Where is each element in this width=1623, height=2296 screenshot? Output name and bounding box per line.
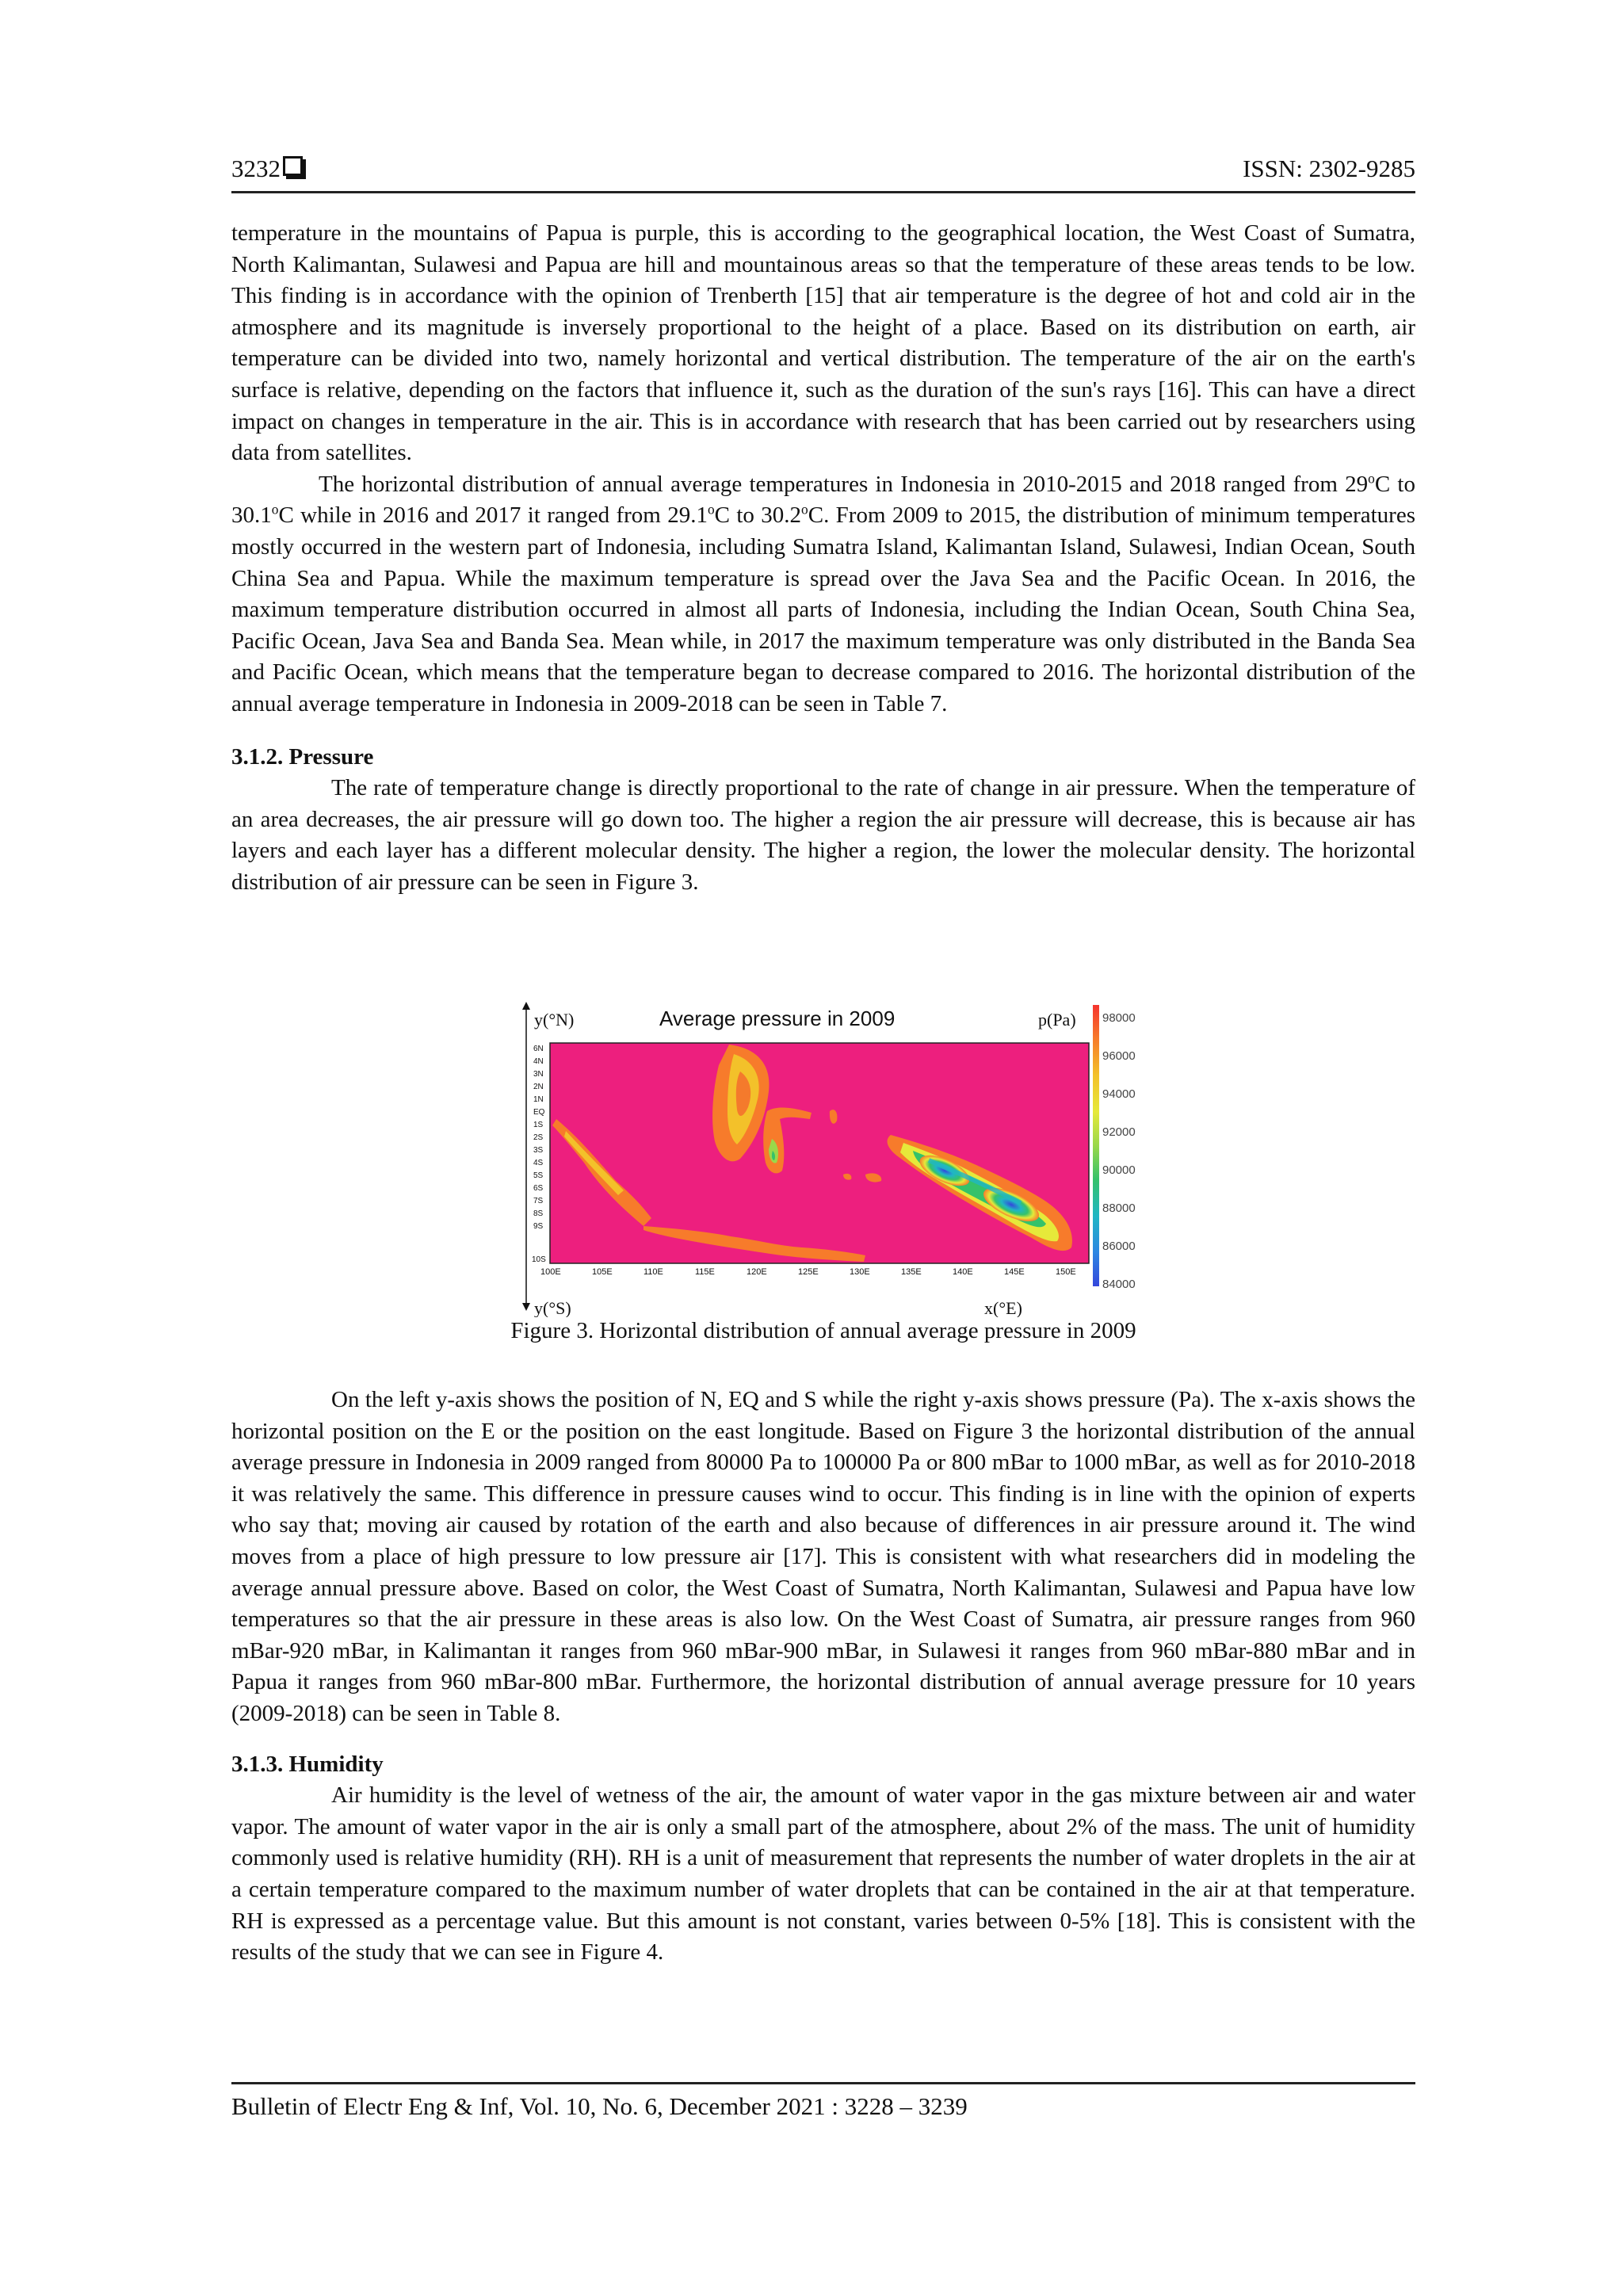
lat-tick: 7S xyxy=(533,1197,544,1205)
lat-tick: 1S xyxy=(533,1121,544,1129)
latitude-ticks xyxy=(532,1045,546,1264)
figure-average-pressure xyxy=(517,1000,1105,1317)
y-axis-bottom-label: y(°S) xyxy=(534,1298,571,1317)
figure-title: Average pressure in 2009 xyxy=(659,1007,896,1030)
colorbar-tick: 92000 xyxy=(1102,1125,1136,1139)
page-footer: Bulletin of Electr Eng & Inf, Vol. 10, No. 6, December 2021 : 3228 – 3239 xyxy=(231,2082,1415,2121)
colorbar-tick-labels xyxy=(1102,1000,1150,1317)
paragraph-pressure-analysis: On the left y-axis shows the position of N, EQ and S while the right y-axis shows pressure (Pa). The x-axis shows the horizontal position on the E or the position on the east longitude. Based on Figure 3 the horizontal distribution of the annual average pressure in Indonesia in 2009 ranged from 80000 Pa to 100000 Pa or 800 mBar to 1000 mBar, as well as for 2010-2018 it was relatively the same. This difference in pressure causes wind to occur. This finding is in line with the opinion of experts who say that; moving air caused by rotation of the earth and also because of differences in air pressure around it. The wind moves from a place of high pressure to low pressure air [17]. This is consistent with what researchers did in modeling the average annual pressure above. Based on color, the West Coast of Sumatra, North Kalimantan, Sulawesi and Papua have low temperatures so that the air pressure in these areas is also low. On the West Coast of Sumatra, air pressure ranges from 960 mBar-920 mBar, in Kalimantan it ranges from 960 mBar-900 mBar, in Sulawesi it ranges from 960 mBar-880 mBar and in Papua it ranges from 960 mBar-800 mBar. Furthermore, the horizontal distribution of annual average pressure for 10 years (2009-2018) can be seen in Table 8. xyxy=(231,1387,1415,1726)
lat-tick: 4N xyxy=(533,1057,544,1066)
lat-tick: 5S xyxy=(533,1171,544,1180)
lat-tick: 2S xyxy=(533,1133,544,1142)
lon-tick: 100E xyxy=(540,1267,561,1277)
paragraph-temperature-distribution: The horizontal distribution of annual average temperatures in Indonesia in 2010-2015 and 2018 ranged from 29$^o$C to 30.1$^o$C while in 2016 and 2017 it ranged from 29.1$^o$C to 30.2$^o$C. From 2009 to 2015, the distribution of minimum temperatures mostly occurred in the western part of Indonesia, including Sumatra Island, Kalimantan Island, Sulawesi, Indian Ocean, South China Sea and Papua. While the maximum temperature is spread over the Java Sea and the Pacific Ocean. In 2016, the maximum temperature distribution occurred in almost all parts of Indonesia, including the Indian Ocean, South China Sea, Pacific Ocean, Java Sea and Banda Sea. Mean while, in 2017 the maximum temperature was only distributed in the Banda Sea and Pacific Ocean, which means that the temperature began to decrease compared to 2016. The horizontal distribution of the annual average temperature in Indonesia in 2009-2018 can be seen in Table 7. xyxy=(231,470,1415,716)
y-axis-arrow-down xyxy=(522,1303,530,1311)
map-background xyxy=(550,1043,1089,1263)
pressure-map xyxy=(517,1000,1105,1317)
lon-tick: 140E xyxy=(953,1267,973,1277)
colorbar-tick: 94000 xyxy=(1102,1087,1136,1101)
lat-tick: 3N xyxy=(533,1070,544,1079)
lon-tick: 150E xyxy=(1056,1267,1076,1277)
figure-caption: Figure 3. Horizontal distribution of annual average pressure in 2009 xyxy=(510,1318,1136,1343)
paragraph-pressure: The rate of temperature change is directly proportional to the rate of change in air pressure. When the temperature of an area decreases, the air pressure will go down too. The higher a region the air pressure will decrease, this is because air has layers and each layer has a different molecular density. The higher a region, the lower the molecular density. The horizontal distribution of air pressure can be seen in Figure 3. xyxy=(231,775,1415,895)
upper-text-block xyxy=(231,218,1415,898)
y-axis-arrow-up xyxy=(522,1002,530,1010)
lat-tick: 2N xyxy=(533,1083,544,1091)
lat-tick: 6S xyxy=(533,1184,544,1193)
lat-tick: 10S xyxy=(532,1255,546,1264)
lat-tick: 9S xyxy=(533,1222,544,1231)
colorbar-tick: 86000 xyxy=(1102,1240,1136,1253)
lat-tick: 6N xyxy=(533,1045,544,1053)
lat-tick: 8S xyxy=(533,1209,544,1218)
lon-tick: 120E xyxy=(747,1267,767,1277)
colorbar-tick: 88000 xyxy=(1102,1201,1136,1215)
page-header xyxy=(231,155,1415,193)
page-number: 3232 xyxy=(231,155,303,183)
colorbar-tick: 90000 xyxy=(1102,1163,1136,1177)
colorbar xyxy=(1093,1005,1099,1286)
y-axis-top-label: y(°N) xyxy=(534,1010,575,1030)
x-axis-label: x(°E) xyxy=(984,1298,1022,1317)
lon-tick: 115E xyxy=(695,1267,715,1277)
lon-tick: 110E xyxy=(643,1267,663,1277)
section-heading-humidity: 3.1.3. Humidity xyxy=(231,1751,384,1777)
longitude-ticks xyxy=(540,1267,1076,1277)
square-icon xyxy=(283,156,303,176)
lon-tick: 145E xyxy=(1004,1267,1025,1277)
issn: ISSN: 2302-9285 xyxy=(1243,155,1415,182)
paragraph-humidity: Air humidity is the level of wetness of the air, the amount of water vapor in the gas mixture between air and water vapor. The amount of water vapor in the air is only a small part of the atmosphere, about 2% of the mass. The unit of humidity commonly used is relative humidity (RH). RH is a unit of measurement that represents the number of water droplets in the air at a certain temperature compared to the maximum number of water droplets that can be contained in the air at that temperature. RH is expressed as a percentage value. But this amount is not constant, varies between 0-5% [18]. This is consistent with the results of the study that we can see in Figure 4. xyxy=(231,1782,1415,1966)
lon-tick: 130E xyxy=(850,1267,870,1277)
lat-tick: EQ xyxy=(533,1108,545,1117)
colorbar-tick: 84000 xyxy=(1102,1278,1136,1291)
lat-tick: 3S xyxy=(533,1146,544,1155)
colorbar-label: p(Pa) xyxy=(1038,1010,1076,1030)
lat-tick: 1N xyxy=(533,1095,544,1104)
lower-text-block xyxy=(231,1385,1415,1969)
colorbar-tick: 96000 xyxy=(1102,1049,1136,1063)
lon-tick: 105E xyxy=(592,1267,613,1277)
lat-tick: 4S xyxy=(533,1159,544,1167)
paragraph-temperature-mountains: temperature in the mountains of Papua is purple, this is according to the geographical location, the West Coast of Sumatra, North Kalimantan, Sulawesi and Papua are hill and mountainous areas so that the temperature of these areas tends to be low. This finding is in accordance with the opinion of Trenberth [15] that air temperature is the degree of hot and cold air in the atmosphere and its magnitude is inversely proportional to the height of a place. Based on its distribution on earth, air temperature can be divided into two, namely horizontal and vertical distribution. The temperature of the air on the earth's surface is relative, depending on the factors that influence it, such as the duration of the sun's rays [16]. This can have a direct impact on changes in temperature in the air. This is in accordance with research that has been carried out by researchers using data from satellites. xyxy=(231,220,1415,466)
colorbar-tick: 98000 xyxy=(1102,1011,1136,1025)
lon-tick: 135E xyxy=(901,1267,922,1277)
lon-tick: 125E xyxy=(798,1267,819,1277)
section-heading-pressure: 3.1.2. Pressure xyxy=(231,743,374,770)
